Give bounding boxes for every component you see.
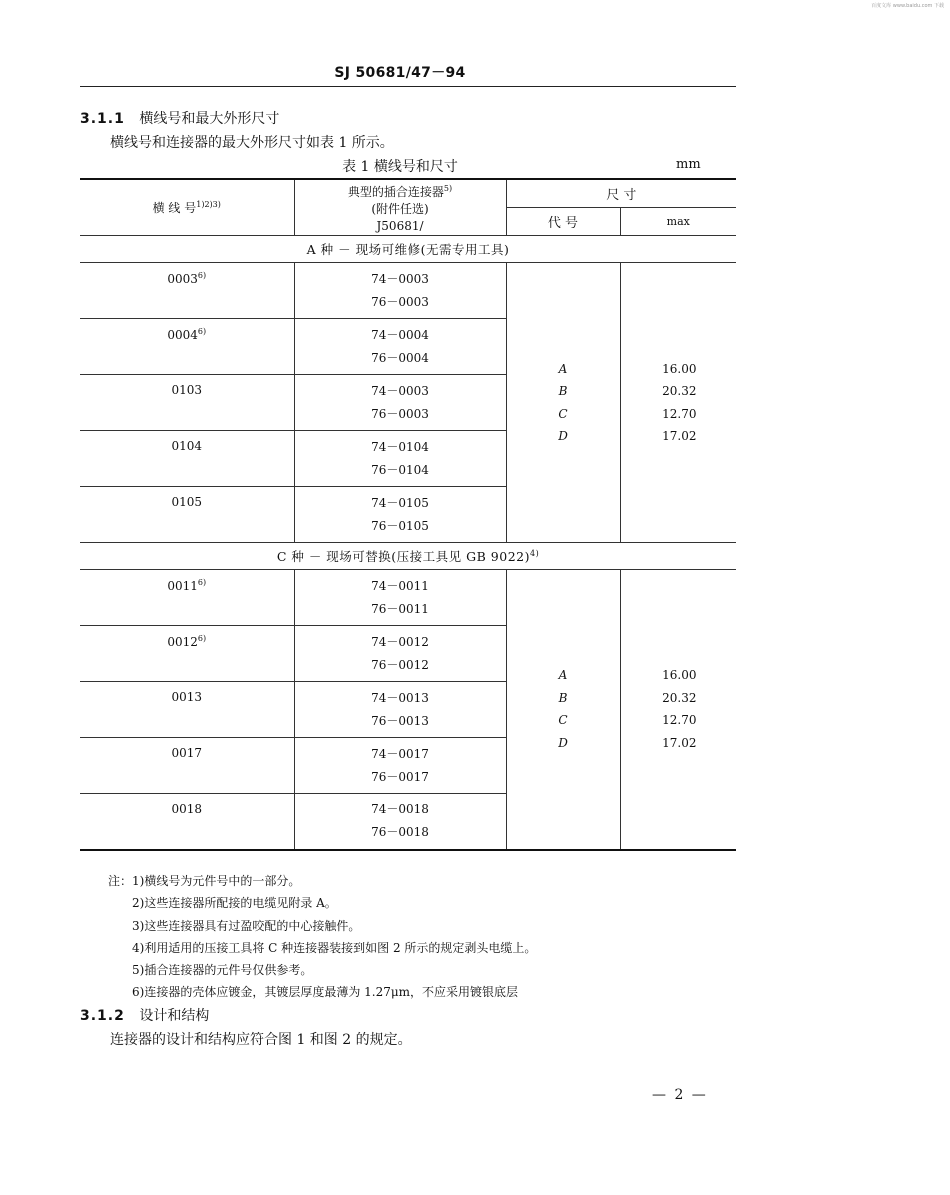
header-size: 尺 寸: [506, 179, 736, 207]
connector-cell: 74－0003 76－0003: [294, 263, 506, 319]
table-row: [80, 570, 736, 626]
header-connector: 典型的插合连接器$^{5)}$ (附件任选) J50681/: [294, 179, 506, 236]
section-number: 3.1.2: [80, 1008, 125, 1024]
connector-cell: 74－0017 76－0017: [294, 738, 506, 794]
header-max: max: [620, 207, 736, 235]
line-no-cell: 0104: [80, 431, 294, 487]
dimension-table: [80, 178, 736, 851]
section-number: 3.1.1: [80, 111, 125, 127]
group-title: A 种 － 现场可维修(无需专用工具): [80, 236, 736, 263]
line-no-cell: 0012$^{6)}$: [80, 626, 294, 682]
note-6: 6)连接器的壳体应镀金，其镀层厚度最薄为 1.27μm，不应采用镀银底层: [132, 985, 519, 1000]
table-notes: [108, 870, 536, 1004]
section-title: 横线号和最大外形尺寸: [139, 111, 280, 127]
note-2: 2)这些连接器所配接的电缆见附录 A。: [132, 896, 337, 911]
header-code: 代 号: [506, 207, 620, 235]
note-5: 5)插合连接器的元件号仅供参考。: [132, 963, 313, 978]
section-3-1-1-heading: [80, 108, 279, 128]
line-no-cell: 0018: [80, 794, 294, 850]
line-no-cell: 0011$^{6)}$: [80, 570, 294, 626]
page-number: — 2 —: [652, 1087, 708, 1103]
note-1: 注：1)横线号为元件号中的一部分。: [108, 874, 301, 888]
section-3-1-2-text: 连接器的设计和结构应符合图 1 和图 2 的规定。: [110, 1032, 412, 1048]
watermark-text: 百度文库 www.baidu.com 下载: [871, 3, 944, 9]
connector-cell: 74－0018 76－0018: [294, 794, 506, 850]
section-3-1-1-text: 横线号和连接器的最大外形尺寸如表 1 所示。: [110, 135, 394, 151]
table-row: [80, 263, 736, 319]
line-no-cell: 0105: [80, 487, 294, 543]
line-no-cell: 0013: [80, 682, 294, 738]
max-cell: 16.00 20.32 12.70 17.02: [620, 263, 736, 543]
max-cell: 16.00 20.32 12.70 17.02: [620, 570, 736, 850]
code-cell: A B C D: [506, 263, 620, 543]
document-header: SJ 50681/47－94: [334, 65, 466, 81]
connector-cell: 74－0011 76－0011: [294, 570, 506, 626]
group-title: C 种 － 现场可替换(压接工具见 GB 9022)$^{4)}$: [80, 543, 736, 570]
section-title: 设计和结构: [139, 1008, 210, 1024]
header-line-no: 横 线 号$^{1)2)3)}$: [80, 179, 294, 236]
table-caption: 表 1 横线号和尺寸: [342, 159, 458, 175]
connector-cell: 74－0003 76－0003: [294, 375, 506, 431]
connector-cell: 74－0104 76－0104: [294, 431, 506, 487]
line-no-cell: 0103: [80, 375, 294, 431]
connector-cell: 74－0105 76－0105: [294, 487, 506, 543]
table-unit: mm: [676, 157, 701, 172]
note-4: 4)利用适用的压接工具将 C 种连接器装接到如图 2 所示的规定剥头电缆上。: [132, 940, 537, 955]
line-no-cell: 0017: [80, 738, 294, 794]
note-3: 3)这些连接器具有过盈咬配的中心接触件。: [132, 918, 361, 933]
connector-cell: 74－0004 76－0004: [294, 319, 506, 375]
line-no-cell: 0004$^{6)}$: [80, 319, 294, 375]
section-3-1-2-heading: [80, 1005, 209, 1025]
connector-cell: 74－0013 76－0013: [294, 682, 506, 738]
line-no-cell: 0003$^{6)}$: [80, 263, 294, 319]
connector-cell: 74－0012 76－0012: [294, 626, 506, 682]
code-cell: A B C D: [506, 570, 620, 850]
header-rule: [80, 86, 736, 87]
